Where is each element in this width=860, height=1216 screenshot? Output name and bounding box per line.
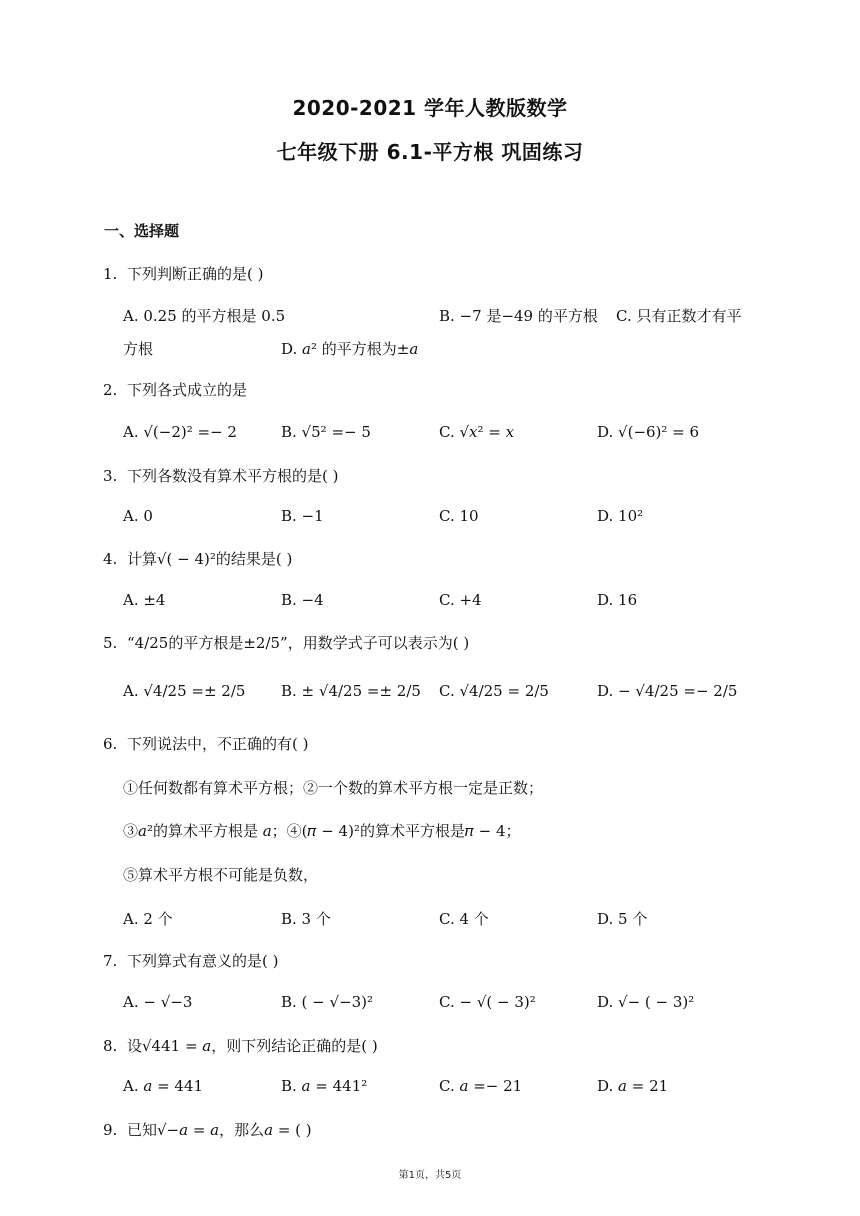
question-1 [103, 263, 263, 284]
question-stem: 下列各数没有算术平方根的是( ) [127, 467, 339, 485]
option-d: D. √(−6)² = 6 [597, 423, 700, 441]
question-7-options [123, 993, 763, 1015]
option-a: A. − √−3 [123, 993, 193, 1011]
option-a: A. 𝑎 = 441 [123, 1077, 204, 1095]
option-a: A. √4/25 =± 2/5 [123, 682, 246, 700]
question-number: 1. [103, 265, 118, 283]
option-d: D. 5 个 [597, 910, 648, 928]
question-number: 4. [103, 550, 118, 568]
option-b: B. −7 是−49 的平方根 [439, 307, 598, 325]
statement-line-2: ③𝑎²的算术平方根是 𝑎；④(𝜋 − 4)²的算术平方根是𝜋 − 4； [123, 822, 521, 840]
option-a: A. √(−2)² =− 2 [123, 423, 237, 441]
option-d: D. − √4/25 =− 2/5 [597, 682, 738, 700]
question-2 [103, 379, 247, 400]
question-number: 3. [103, 467, 118, 485]
statement-line-3: ⑤算术平方根不可能是负数， [123, 866, 319, 884]
question-number: 9. [103, 1121, 118, 1139]
option-a: A. 0.25 的平方根是 0.5 [123, 307, 286, 325]
question-number: 5. [103, 634, 118, 652]
question-6 [103, 733, 308, 754]
question-2-options [123, 423, 763, 445]
question-stem: 下列各式成立的是 [127, 381, 248, 399]
question-stem: 计算√( − 4)²的结果是( ) [127, 550, 293, 568]
title-line-2: 七年级下册 6.1-平方根 巩固练习 [276, 140, 584, 164]
question-1-options-row-1 [123, 305, 763, 327]
question-5-options [123, 682, 763, 704]
title-line-1: 2020-2021 学年人教版数学 [292, 96, 568, 120]
question-stem: 已知√−𝑎 = 𝑎，那么𝑎 = ( ) [127, 1121, 312, 1139]
question-5 [103, 632, 469, 653]
option-b: B. −1 [281, 507, 324, 525]
question-7 [103, 950, 278, 971]
option-c: C. +4 [439, 591, 482, 609]
option-c-continued: 方根 [123, 340, 154, 358]
option-c: C. 10 [439, 507, 479, 525]
option-b: B. ± √4/25 =± 2/5 [281, 682, 421, 700]
option-b: B. 3 个 [281, 910, 331, 928]
question-8 [103, 1035, 378, 1056]
question-number: 6. [103, 735, 118, 753]
option-c: C. √𝑥² = 𝑥 [439, 423, 515, 441]
option-b: B. 𝑎 = 441² [281, 1077, 368, 1095]
option-c: C. √4/25 = 2/5 [439, 682, 549, 700]
option-d: D. 10² [597, 507, 644, 525]
option-a: A. ±4 [123, 591, 166, 609]
question-stem: 下列判断正确的是( ) [127, 265, 264, 283]
statement-line-1: ①任何数都有算术平方根；②一个数的算术平方根一定是正数； [123, 779, 544, 797]
page-footer: 第1页，共5页 [398, 1170, 462, 1181]
option-b: B. √5² =− 5 [281, 423, 371, 441]
option-d: D. 16 [597, 591, 638, 609]
question-9 [103, 1119, 312, 1140]
question-stem: 下列说法中，不正确的有( ) [127, 735, 309, 753]
section-title: 一、选择题 [104, 222, 180, 240]
option-c: C. 只有正数才有平 [616, 307, 742, 325]
option-c: C. 4 个 [439, 910, 489, 928]
option-d: D. √− ( − 3)² [597, 993, 695, 1011]
question-3 [103, 465, 338, 486]
option-a: A. 0 [123, 507, 153, 525]
question-8-options [123, 1077, 763, 1099]
option-d: D. 𝑎 = 21 [597, 1077, 669, 1095]
question-number: 7. [103, 952, 118, 970]
question-stem: 下列算式有意义的是( ) [127, 952, 279, 970]
option-a: A. 2 个 [123, 910, 173, 928]
question-1-options-row-2 [123, 338, 763, 360]
question-number: 2. [103, 381, 118, 399]
option-b: B. ( − √−3)² [281, 993, 374, 1011]
question-4 [103, 548, 292, 569]
option-c: C. 𝑎 =− 21 [439, 1077, 523, 1095]
question-3-options [123, 507, 763, 529]
question-stem: 设√441 = 𝑎，则下列结论正确的是( ) [127, 1037, 378, 1055]
question-4-options [123, 591, 763, 613]
option-d: D. 𝑎² 的平方根为±𝑎 [281, 340, 419, 358]
question-number: 8. [103, 1037, 118, 1055]
option-b: B. −4 [281, 591, 324, 609]
question-6-options [123, 908, 763, 930]
question-stem: “4/25的平方根是±2/5”，用数学式子可以表示为( ) [127, 634, 470, 652]
option-c: C. − √( − 3)² [439, 993, 536, 1011]
